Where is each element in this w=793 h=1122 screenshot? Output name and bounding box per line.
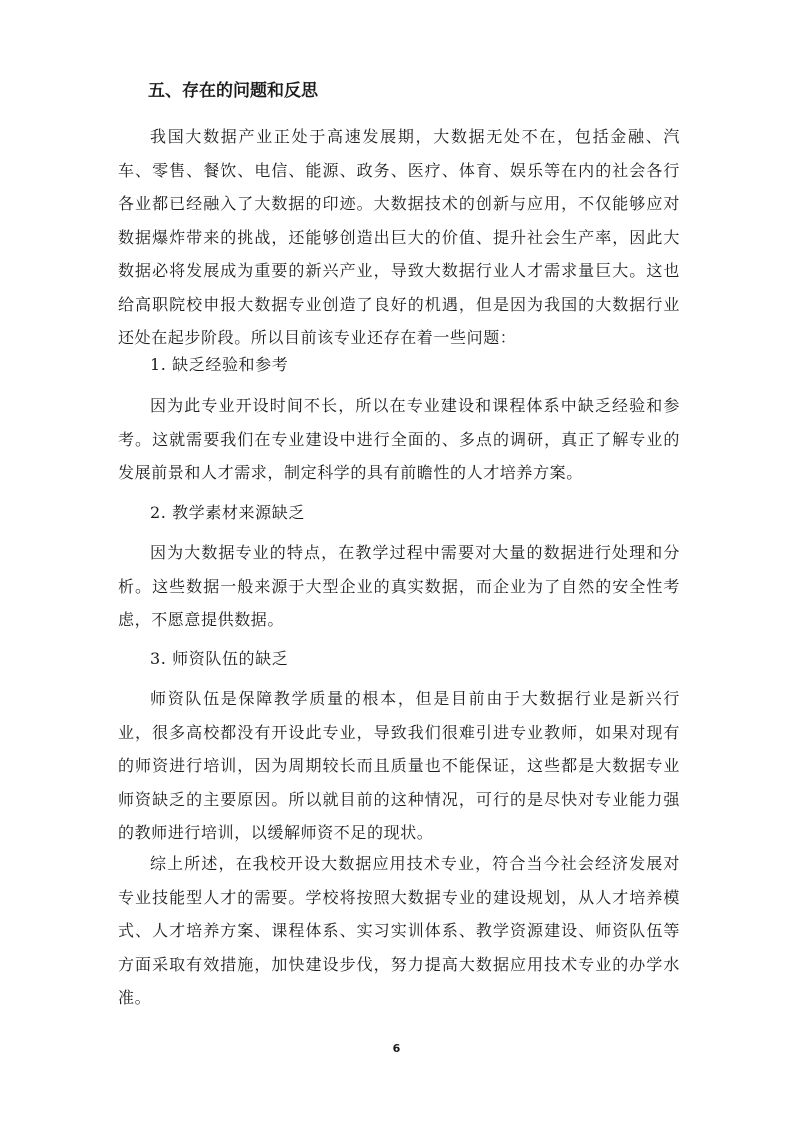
conclusion-paragraph: 综上所述，在我校开设大数据应用技术专业，符合当今社会经济发展对专业技能型人才的需要。学校将按照大数据专业的建设规划，从人才培养模式、人才培养方案、课程体系、实习实训体系、教学资源建设、师资队伍等方面采取有效措施，加快建设步伐，努力提高大数据应用技术专业的办学水准。 <box>118 854 680 1007</box>
item-2-paragraph: 因为大数据专业的特点，在教学过程中需要对大量的数据进行处理和分析。这些数据一般来源于大型企业的真实数据，而企业为了自然的安全性考虑，不愿意提供数据。 <box>118 543 680 629</box>
item-1-paragraph: 因为此专业开设时间不长，所以在专业建设和课程体系中缺乏经验和参考。这就需要我们在专业建设中进行全面的、多点的调研，真正了解专业的发展前景和人才需求，制定科学的具有前瞻性的人才培养方案。 <box>118 396 680 482</box>
subheading-2: 2. 教学素材来源缺乏 <box>150 503 305 522</box>
page-number: 6 <box>392 1042 401 1055</box>
section-heading: 五、存在的问题和反思 <box>148 81 318 101</box>
intro-paragraph: 我国大数据产业正处于高速发展期，大数据无处不在，包括金融、汽车、零售、餐饮、电信、能源、政务、医疗、体育、娱乐等在内的社会各行各业都已经融入了大数据的印迹。大数据技术的创新与应用，不仅能够应对数据爆炸带来的挑战，还能够创造出巨大的价值、提升社会生产率，因此大数据必将发展成为重要的新兴产业，导致大数据行业人才需求量巨大。这也给高职院校申报大数据专业创造了良好的机遇，但是因为我国的大数据行业还处在起步阶段。所以目前该专业还存在着一些问题： <box>118 127 680 347</box>
subheading-3: 3. 师资队伍的缺乏 <box>150 649 289 668</box>
item-3-paragraph: 师资队伍是保障教学质量的根本，但是目前由于大数据行业是新兴行业，很多高校都没有开设此专业，导致我们很难引进专业教师，如果对现有的师资进行培训，因为周期较长而且质量也不能保证，这些都是大数据专业师资缺乏的主要原因。所以就目前的这种情况，可行的是尽快对专业能力强的教师进行培训，以缓解师资不足的现状。 <box>118 689 680 842</box>
subheading-1: 1. 缺乏经验和参考 <box>150 355 289 374</box>
